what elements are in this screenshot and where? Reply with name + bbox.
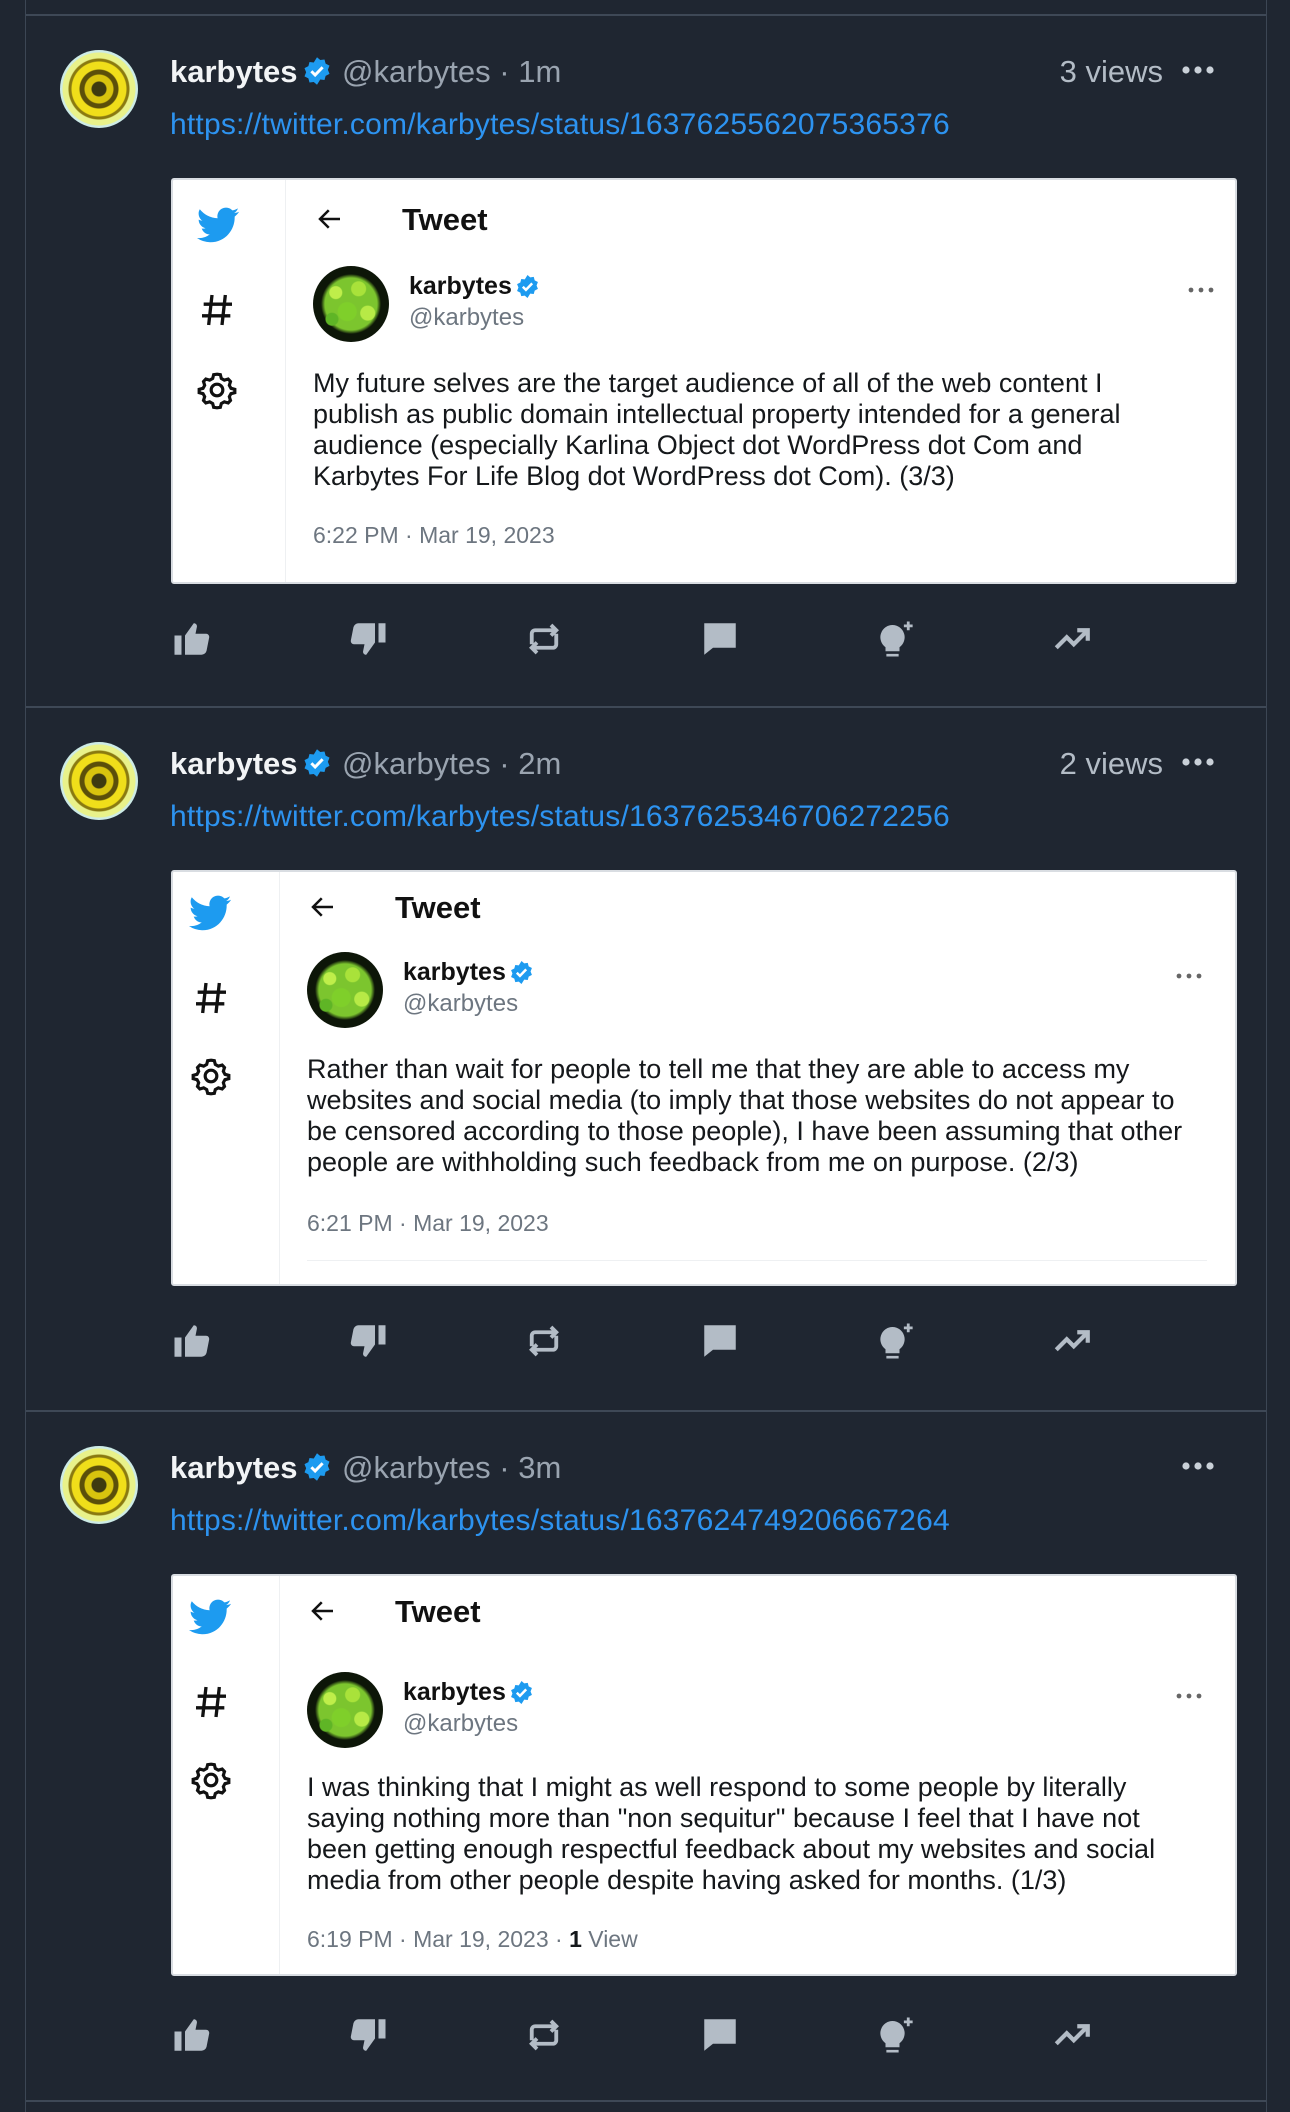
tweet-author-handle: @karbytes	[403, 990, 519, 1017]
card-sidebar	[173, 1576, 280, 1974]
dislike-icon[interactable]	[347, 1320, 389, 1362]
author-name[interactable]: karbytes	[170, 1450, 298, 1485]
idea-icon[interactable]	[875, 1320, 917, 1362]
verified-badge-icon	[509, 960, 534, 985]
author-handle[interactable]: @karbytes · 3m	[342, 1450, 562, 1485]
tweet-author-name[interactable]: karbytes	[403, 958, 506, 986]
post	[26, 1410, 1266, 2102]
card-sidebar	[173, 872, 280, 1284]
trending-icon[interactable]	[1051, 618, 1093, 660]
hashtag-icon[interactable]	[191, 1682, 231, 1722]
verified-badge-icon	[509, 1680, 534, 1705]
twitter-bird-icon[interactable]	[187, 1594, 233, 1640]
tweet-author-avatar[interactable]	[307, 1672, 383, 1748]
post-time: · 3m	[499, 1450, 562, 1485]
author-name[interactable]: karbytes	[170, 54, 298, 89]
like-icon[interactable]	[171, 1320, 213, 1362]
trending-icon[interactable]	[1051, 2014, 1093, 2056]
twitter-bird-icon[interactable]	[195, 202, 241, 248]
reply-icon[interactable]	[699, 618, 741, 660]
hashtag-icon[interactable]	[197, 290, 237, 330]
tweet-screenshot-card	[171, 870, 1237, 1286]
tweet-author-name[interactable]: karbytes	[403, 1678, 506, 1706]
tweet-text: I was thinking that I might as well respond to some people by literally saying nothing more than "non sequitur" because I feel that I have not been getting enough respectful feedback about my websites and social media from other people despite having asked for months. (1/3)	[307, 1772, 1156, 1895]
verified-badge-icon	[302, 1452, 332, 1482]
settings-gear-icon[interactable]	[191, 1760, 231, 1800]
back-arrow-icon[interactable]	[308, 1596, 338, 1626]
tweet-author-handle: @karbytes	[409, 304, 525, 331]
author-handle[interactable]: @karbytes · 1m	[342, 54, 562, 89]
view-count: 2 views	[1059, 746, 1163, 781]
repost-icon[interactable]	[523, 1320, 565, 1362]
author-handle[interactable]: @karbytes · 2m	[342, 746, 562, 781]
reply-icon[interactable]	[699, 2014, 741, 2056]
like-icon[interactable]	[171, 618, 213, 660]
tweet-screenshot-card	[171, 178, 1237, 584]
tweet-screenshot-card	[171, 1574, 1237, 1976]
card-sidebar	[173, 180, 286, 582]
verified-badge-icon	[515, 274, 540, 299]
tweet-link[interactable]: https://twitter.com/karbytes/status/1637625562075365376	[170, 108, 950, 141]
dislike-icon[interactable]	[347, 618, 389, 660]
idea-icon[interactable]	[875, 2014, 917, 2056]
twitter-bird-icon[interactable]	[187, 890, 233, 936]
tweet-link[interactable]: https://twitter.com/karbytes/status/1637625346706272256	[170, 800, 950, 833]
tweet-timestamp: 6:22 PM · Mar 19, 2023	[313, 522, 555, 548]
tweet-header-title: Tweet	[402, 202, 488, 237]
settings-gear-icon[interactable]	[191, 1056, 231, 1096]
tweet-text: Rather than wait for people to tell me that they are able to access my websites and social media (to imply that those websites do not appear to be censored according to those people), I have been assuming that other people are withholding such feedback from me on purpose. (2/3)	[307, 1054, 1183, 1177]
tweet-link[interactable]: https://twitter.com/karbytes/status/1637624749206667264	[170, 1504, 950, 1537]
tweet-more-icon[interactable]	[1175, 1692, 1203, 1700]
author-avatar[interactable]	[60, 1446, 138, 1524]
post-actions	[171, 2014, 1171, 2064]
post-time: · 1m	[499, 54, 562, 89]
tweet-header-title: Tweet	[395, 1594, 481, 1629]
more-options-icon[interactable]	[1180, 60, 1216, 80]
repost-icon[interactable]	[523, 618, 565, 660]
more-options-icon[interactable]	[1180, 1456, 1216, 1476]
back-arrow-icon[interactable]	[308, 892, 338, 922]
back-arrow-icon[interactable]	[315, 204, 345, 234]
tweet-timestamp: 6:19 PM · Mar 19, 2023 · 1 View	[307, 1926, 638, 1952]
tweet-text: My future selves are the target audience of all of the web content I publish as public domain intellectual property intended for a general audience (especially Karlina Object dot WordPress dot Com and Karbytes For Life Blog dot WordPress dot Com). (3/3)	[313, 368, 1121, 491]
settings-gear-icon[interactable]	[197, 370, 237, 410]
feed-frame	[25, 0, 1267, 2112]
verified-badge-icon	[302, 56, 332, 86]
more-options-icon[interactable]	[1180, 752, 1216, 772]
trending-icon[interactable]	[1051, 1320, 1093, 1362]
hashtag-icon[interactable]	[191, 978, 231, 1018]
idea-icon[interactable]	[875, 618, 917, 660]
post	[26, 14, 1266, 708]
author-avatar[interactable]	[60, 742, 138, 820]
post-time: · 2m	[499, 746, 562, 781]
divider	[307, 1260, 1207, 1261]
post	[26, 706, 1266, 1412]
tweet-author-name[interactable]: karbytes	[409, 272, 512, 300]
tweet-author-avatar[interactable]	[313, 266, 389, 342]
dislike-icon[interactable]	[347, 2014, 389, 2056]
author-name[interactable]: karbytes	[170, 746, 298, 781]
tweet-author-handle: @karbytes	[403, 1710, 519, 1737]
tweet-more-icon[interactable]	[1175, 972, 1203, 980]
tweet-header-title: Tweet	[395, 890, 481, 925]
author-avatar[interactable]	[60, 50, 138, 128]
tweet-timestamp: 6:21 PM · Mar 19, 2023	[307, 1210, 549, 1236]
reply-icon[interactable]	[699, 1320, 741, 1362]
repost-icon[interactable]	[523, 2014, 565, 2056]
post-actions	[171, 1320, 1171, 1370]
verified-badge-icon	[302, 748, 332, 778]
post-actions	[171, 618, 1171, 668]
tweet-author-avatar[interactable]	[307, 952, 383, 1028]
view-count: 3 views	[1059, 54, 1163, 89]
like-icon[interactable]	[171, 2014, 213, 2056]
tweet-more-icon[interactable]	[1187, 286, 1215, 294]
